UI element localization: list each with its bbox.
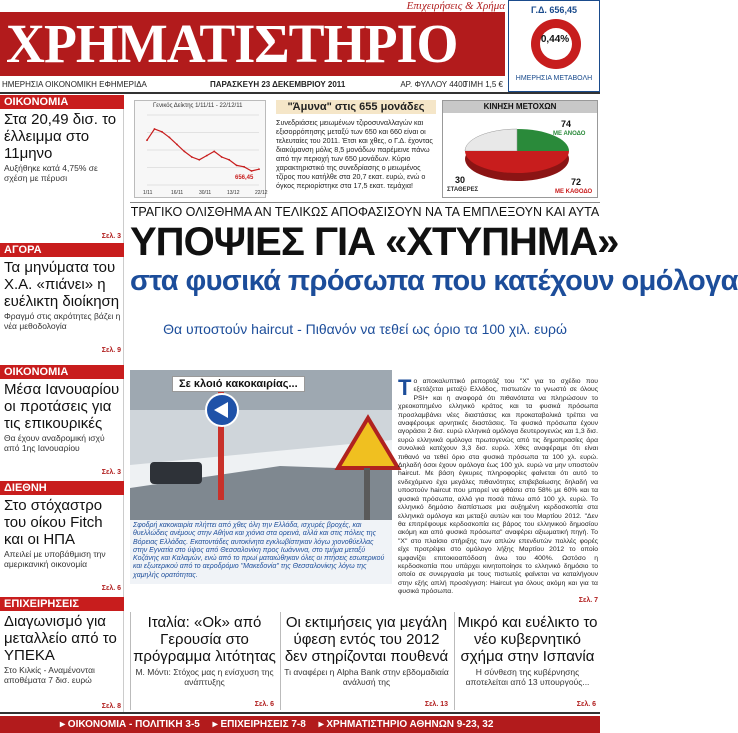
page-ref: Σελ. 9 — [101, 347, 121, 354]
commentary-text: Συνεδριάσεις μειωμένων τζιροσυναλλαγών και εξισορρόπησης μεταξύ των 650 και 660 είναι οι τελευταίες του 2011. Έτσι και χθες, ο Γ.Δ. έχοντας διακύμανση μόλις 8,5 μονάδων παρέμεινε πάνω από την περιοχή των 650 μονάδων. Κύριο χαρακτηριστικό της συνεδρίασης ο μειωμένος τζίρος που κατήλθε στα 20,7 εκατ. ευρώ, ενώ ο όγκος περιορίστηκε στα 17,5 εκατ. τεμάχια! — [276, 118, 433, 190]
movers-up-count: 74 — [561, 119, 572, 129]
chart-point — [243, 166, 245, 168]
movers-down-label: ΜΕ ΚΑΘΟΔΟ — [555, 189, 593, 195]
index-line-chart — [134, 100, 266, 198]
divider — [0, 92, 600, 94]
story-subhead: Απειλεί με υποβάθμιση την αμερικανική οικονομία — [4, 549, 106, 569]
section-label: ΟΙΚΟΝΟΜΙΑ — [0, 95, 124, 109]
chart-point — [228, 159, 230, 161]
bottom-story[interactable] — [280, 612, 452, 710]
left-story[interactable] — [0, 597, 124, 710]
dropcap: Τ — [398, 375, 412, 400]
stock-movement-box — [442, 100, 598, 198]
movers-flat-label: ΣΤΑΘΕΡΕΣ — [447, 187, 479, 193]
page-ref: Σελ. 3 — [101, 469, 121, 476]
section-index-footer — [0, 716, 600, 733]
movers-flat-count: 30 — [455, 175, 466, 185]
index-change: 0,44% — [540, 34, 570, 45]
main-headline[interactable]: ΥΠΟΨΙΕΣ ΓΙΑ «ΧΤΥΠΗΜΑ» — [130, 220, 619, 264]
footer-link[interactable]: ▸ ΕΠΙΧΕΙΡΗΣΕΙΣ 7-8 — [212, 719, 306, 730]
story-headline[interactable]: Διαγωνισμό για μεταλλείο από το ΥΠΕΚΑ — [4, 613, 117, 664]
story-headline[interactable]: Τα μηνύματα του Χ.Α. «πιάνει» η ευέλικτη διοίκηση — [4, 259, 120, 310]
story-headline[interactable]: Οι εκτιμήσεις για μεγάλη ύφεση εντός του 2012 δεν στηρίζονται πουθενά — [284, 614, 449, 665]
left-story[interactable] — [0, 95, 124, 240]
story-headline[interactable]: Ιταλία: «Ok» από Γερουσία στο πρόγραμμα λιτότητας — [133, 614, 276, 665]
section-label: ΟΙΚΟΝΟΜΙΑ — [0, 365, 124, 379]
page-ref: Σελ. 6 — [254, 701, 274, 708]
chart-tick-label: 30/11 — [199, 190, 212, 196]
body-text: ο αποκαλυπτικό ρεπορτάζ του "Χ" για το σχέδιο που εξετάζεται μεταξύ Ελλάδος, πιστωτών το γνωστό σε όλους PSI+ και η αναφορά ότι πιθανότατα να πληρώσουν το χρεοκοπημένο ελληνικό κράτος και τα φυσικά πρόσωπα προσλαμβάνει νέες διαστάσεις και προκαταβολικά τρέπει να αναφέρουμε αρνητικές διαστάσεις. Τα φυσικά πρόσωπα έχουν αγοράσει 2 δισ. ευρώ ελληνικά ομόλογα δευτερογενώς και 1,3 δισ. ευρώ ελληνικά ομόλογα πρωτογενώς από τις δημοπρασίες άρα συνολικά κατέχουν 3,3 δισ. ευρώ. Χθες αναφέραμε ότι είναι πιθανό να τεθεί όριο στα φυσικά πρόσωπα τα 100 χλ. ευρώ. Δηλαδή όσοι έχουν ομόλογα έως 100 χιλ. ευρώ να μην υποστούν haircut. Με βάση έγκυρες πληροφορίες φαίνεται ότι αυτό το ενδεχόμενο έχει μεγάλες πιθανότητες επιβεβαίωσης δηλαδή να υποστούν haircut που μπορεί να φθάσει στο 58% με 60% και τα φυσικά πρόσωπα, αλλά για ποσά πάνω από 100 χλ. ευρώ. Το ελληνικό δημόσιο διαπίστωσε μια αυξημένη κερδοσκοπία στα ελληνικά ομόλογα και μεταξύ αυτών και του Μαρτίου 2012. "Δεν θα επιτρέψουμε κερδοσκοπία εις βάρος του ελληνικού δημοσίου ακόμη και από φυσικά πρόσωπα" αναφέρει αξιωματική πηγή. Το "Χ" στο πλαίσιο στήριξης των απλών επενδυτών πολλές φορές είχε προτρέψει στο ομόλογο λήξης Μαρτίου 2012 το οποίο εμφανίζει επιτοκιοαπόδοση άνω του 400%. Ωστόσο η κερδοσκοπία που υπάρχει κινητοποίησε το ελληνικό δημόσιο το οποίο σε συνεργασία με τους πιστωτές φαίνεται να καταλήγουν στην εξής απλή προσέγγιση: Haircut για όλους ακόμη και για τα φυσικά πρόσωπα. — [398, 378, 598, 596]
bottom-stories — [124, 610, 600, 712]
section-label: ΑΓΟΡΑ — [0, 243, 124, 257]
section-label: ΔΙΕΘΝΗ — [0, 481, 124, 495]
main-headline-secondary[interactable]: στα φυσικά πρόσωπα που κατέχουν ομόλογα — [130, 265, 738, 297]
chart-point — [161, 131, 163, 133]
chart-tick-label: 1/11 — [143, 190, 153, 196]
chart-point — [176, 144, 178, 146]
movers-up-label: ΜΕ ΑΝΟΔΟ — [553, 131, 586, 137]
chart-point — [169, 137, 171, 139]
chart-point — [154, 128, 156, 130]
chart-point — [251, 170, 253, 172]
chart-point — [221, 156, 223, 158]
story-headline[interactable]: Στα 20,49 δισ. το έλλειμμα στο 11μηνο — [4, 111, 117, 162]
issue-number: ΑΡ. ΦΥΛΛΟΥ 4400 — [400, 80, 467, 89]
movers-down-count: 72 — [571, 177, 582, 187]
story-subhead: Φραγμό στις ακρότητες βάζει η νέα μεθοδολογία — [4, 311, 121, 331]
chart-point — [191, 156, 193, 158]
chart-tick-label: 16/11 — [171, 190, 184, 196]
chart-point — [213, 151, 215, 153]
issue-price: ΤΙΜΗ 1,5 € — [463, 80, 503, 89]
story-headline[interactable]: Μέσα Ιανουαρίου οι προτάσεις για τις επικουρικές — [4, 381, 120, 432]
issue-date: ΠΑΡΑΣΚΕΥΗ 23 ΔΕΚΕΜΒΡΙΟΥ 2011 — [210, 80, 346, 89]
chart-caption: Γενικός Δείκτης 1/11/11 - 22/12/11 — [153, 103, 243, 109]
chart-svg — [135, 101, 268, 197]
dateline — [0, 78, 505, 92]
story-headline[interactable]: Στο στόχαστρο του οίκου Fitch και οι ΗΠΑ — [4, 497, 103, 548]
movers-pie — [443, 113, 597, 197]
footer-link[interactable]: ▸ ΧΡΗΜΑΤΙΣΤΗΡΙΟ ΑΘΗΝΩΝ 9-23, 32 — [318, 719, 494, 730]
photo-label: Σε κλοιό κακοκαιρίας... — [172, 376, 305, 392]
chart-tick-label: 13/12 — [227, 190, 240, 196]
newspaper-title: ΧΡΗΜΑΤΙΣΤΗΡΙΟ — [6, 13, 458, 74]
index-caption: ΗΜΕΡΗΣΙΑ ΜΕΤΑΒΟΛΗ — [515, 75, 593, 82]
left-story[interactable] — [0, 243, 124, 354]
page-ref: Σελ. 8 — [101, 703, 121, 710]
left-news-column — [0, 95, 124, 712]
masthead — [0, 0, 600, 92]
page-ref: Σελ. 6 — [576, 701, 596, 708]
main-story-body — [398, 375, 598, 596]
commentary-title: "Άμυνα" στις 655 μονάδες — [276, 100, 436, 114]
index-value: Γ.Δ. 656,45 — [531, 5, 577, 15]
story-subhead: Μ. Μόντι: Στόχος μας η ενίσχυση της ανάπτυξης — [135, 667, 274, 687]
left-story[interactable] — [0, 481, 124, 592]
chart-last-value: 656,45 — [235, 175, 254, 182]
chart-point — [146, 139, 148, 141]
main-story-deck: Θα υποστούν haircut - Πιθανόν να τεθεί ως όριο τα 100 χιλ. ευρώ — [163, 321, 567, 337]
chart-tick-label: 22/12 — [255, 190, 268, 196]
page-ref: Σελ. 3 — [101, 233, 121, 240]
chart-point — [258, 168, 260, 170]
pie-slice-flat — [465, 129, 517, 151]
left-story[interactable] — [0, 365, 124, 476]
title-band — [0, 12, 505, 76]
story-subhead: Στο Κιλκίς - Αναμένονται αποθέματα 7 δισ. ευρώ — [4, 665, 95, 685]
general-index-box — [508, 0, 600, 92]
chart-point — [183, 151, 185, 153]
story-subhead: Η σύνθεση της κυβέρνησης αποτελείται από 13 υπουργούς... — [465, 667, 590, 687]
story-subhead: Αυξήθηκε κατά 4,75% σε σχέση με πέρυσι — [4, 163, 98, 183]
footer-link[interactable]: ▸ ΟΙΚΟΝΟΜΙΑ - ΠΟΛΙΤΙΚΗ 3-5 — [60, 719, 200, 730]
page-ref: Σελ. 6 — [101, 585, 121, 592]
weather-photo[interactable] — [130, 370, 392, 520]
section-label: ΕΠΙΧΕΙΡΗΣΕΙΣ — [0, 597, 124, 611]
movers-title: ΚΙΝΗΣΗ ΜΕΤΟΧΩΝ — [443, 101, 597, 113]
page-ref: Σελ. 13 — [424, 701, 448, 708]
market-commentary[interactable] — [272, 100, 440, 198]
newspaper-subtitle: ΗΜΕΡΗΣΙΑ ΟΙΚΟΝΟΜΙΚΗ ΕΦΗΜΕΡΙΔΑ — [2, 80, 147, 89]
story-subhead: Τι αναφέρει η Alpha Bank στην εβδομαδιαία ανάλυσή της — [284, 667, 449, 687]
bottom-story[interactable] — [454, 612, 600, 710]
story-headline[interactable]: Μικρό και ευέλικτο το νέο κυβερνητικό σχήμα στην Ισπανία — [457, 614, 598, 665]
photo-illustration — [130, 370, 392, 520]
chart-point — [198, 159, 200, 161]
photo-caption: Σφοδρή κακοκαιρία πλήττει από χθες όλη την Ελλάδα, ισχυρές βροχές, και θυελλώδεις ανέμους στην Αθήνα και χιόνια στα ορεινά, αλλά και στις πόλεις της Βόρειας Ελλάδας. Εκατοντάδες αυτοκίνητα εγκλωβίστηκαν λόγω χιονοθύελλας στην Εγνατία στο ύψος από Θεσσαλονίκη προς Ιωάννινα, στο τμήμα μεταξύ Κοζάνης και Καλαμών, ενώ από το πρωί ματαιώθηκαν όλες οι πτήσεις εσωτερικού και εξωτερικού από το αεροδρόμιο "Μακεδονία" της Θεσσαλονίκης λόγω της χαμηλής ορατότητας. — [130, 520, 392, 584]
main-story-kicker: ΤΡΑΓΙΚΟ ΟΛΙΣΘΗΜΑ ΑΝ ΤΕΛΙΚΩΣ ΑΠΟΦΑΣΙΣΟΥΝ ΝΑ ΤΑ ΕΜΠΛΕΞΟΥΝ ΚΑΙ ΑΥΤΑ — [130, 205, 600, 219]
chart-point — [206, 155, 208, 157]
story-subhead: Θα έχουν αναδρομική ισχύ από 1ης Ιανουαρίου — [4, 433, 105, 453]
masthead-slogan: Επιχειρήσεις & Χρήμα — [406, 0, 505, 12]
page-ref: Σελ. 7 — [578, 597, 598, 604]
bottom-story[interactable] — [130, 612, 278, 710]
chart-point — [236, 165, 238, 167]
market-summary — [130, 96, 600, 200]
divider — [0, 712, 600, 714]
divider — [130, 202, 600, 203]
